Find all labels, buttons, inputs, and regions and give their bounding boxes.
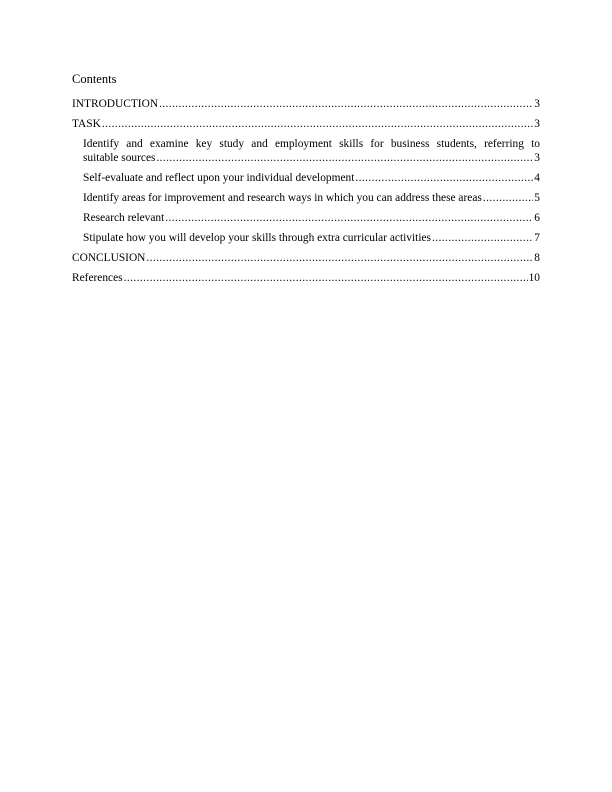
toc-entry-identify-and-examine[interactable] [72,137,540,165]
toc-dot-leader [156,151,533,165]
toc-dot-leader [102,117,533,131]
toc-entry-title: References [72,272,123,284]
toc-entry-self-evaluate[interactable] [72,171,540,185]
toc-entry-page: 3 [534,118,540,130]
toc-entry-references[interactable] [72,271,540,285]
toc-entry-title-line2: suitable sources [83,152,156,164]
toc-dot-leader [159,97,533,111]
toc-entry-page: 5 [534,192,540,204]
toc-entry-stipulate[interactable] [72,231,540,245]
toc-dot-leader [483,191,533,205]
toc-entry-title: Identify areas for improvement and research ways in which you can address these areas [83,192,482,204]
toc-dot-leader [124,271,528,285]
toc-entry-title: CONCLUSION [72,252,146,264]
toc-heading: Contents [72,72,117,86]
toc-list [72,97,540,285]
toc-entry-page: 3 [534,98,540,110]
toc-entry-page: 6 [534,212,540,224]
toc-entry-title: Research relevant [83,212,165,224]
toc-entry-page: 4 [534,172,540,184]
toc-entry-page: 3 [534,152,540,164]
toc-entry-page: 8 [534,252,540,264]
toc-entry-identify-areas[interactable] [72,191,540,205]
toc-entry-title: Self-evaluate and reflect upon your individual development [83,172,355,184]
table-of-contents [72,71,540,291]
toc-entry-title-line1: Identify and examine key study and employment skills for business students, referring to [83,138,540,150]
toc-entry-conclusion[interactable] [72,251,540,265]
toc-entry-title: INTRODUCTION [72,98,159,110]
toc-entry-page: 10 [528,272,540,284]
toc-dot-leader [165,211,533,225]
toc-entry-research-relevant[interactable] [72,211,540,225]
toc-entry-task[interactable] [72,117,540,131]
toc-entry-introduction[interactable] [72,97,540,111]
toc-dot-leader [355,171,533,185]
toc-entry-title: TASK [72,118,101,130]
toc-dot-leader [146,251,533,265]
toc-entry-title: Stipulate how you will develop your skills through extra curricular activities [83,232,431,244]
toc-entry-page: 7 [534,232,540,244]
toc-dot-leader [432,231,533,245]
